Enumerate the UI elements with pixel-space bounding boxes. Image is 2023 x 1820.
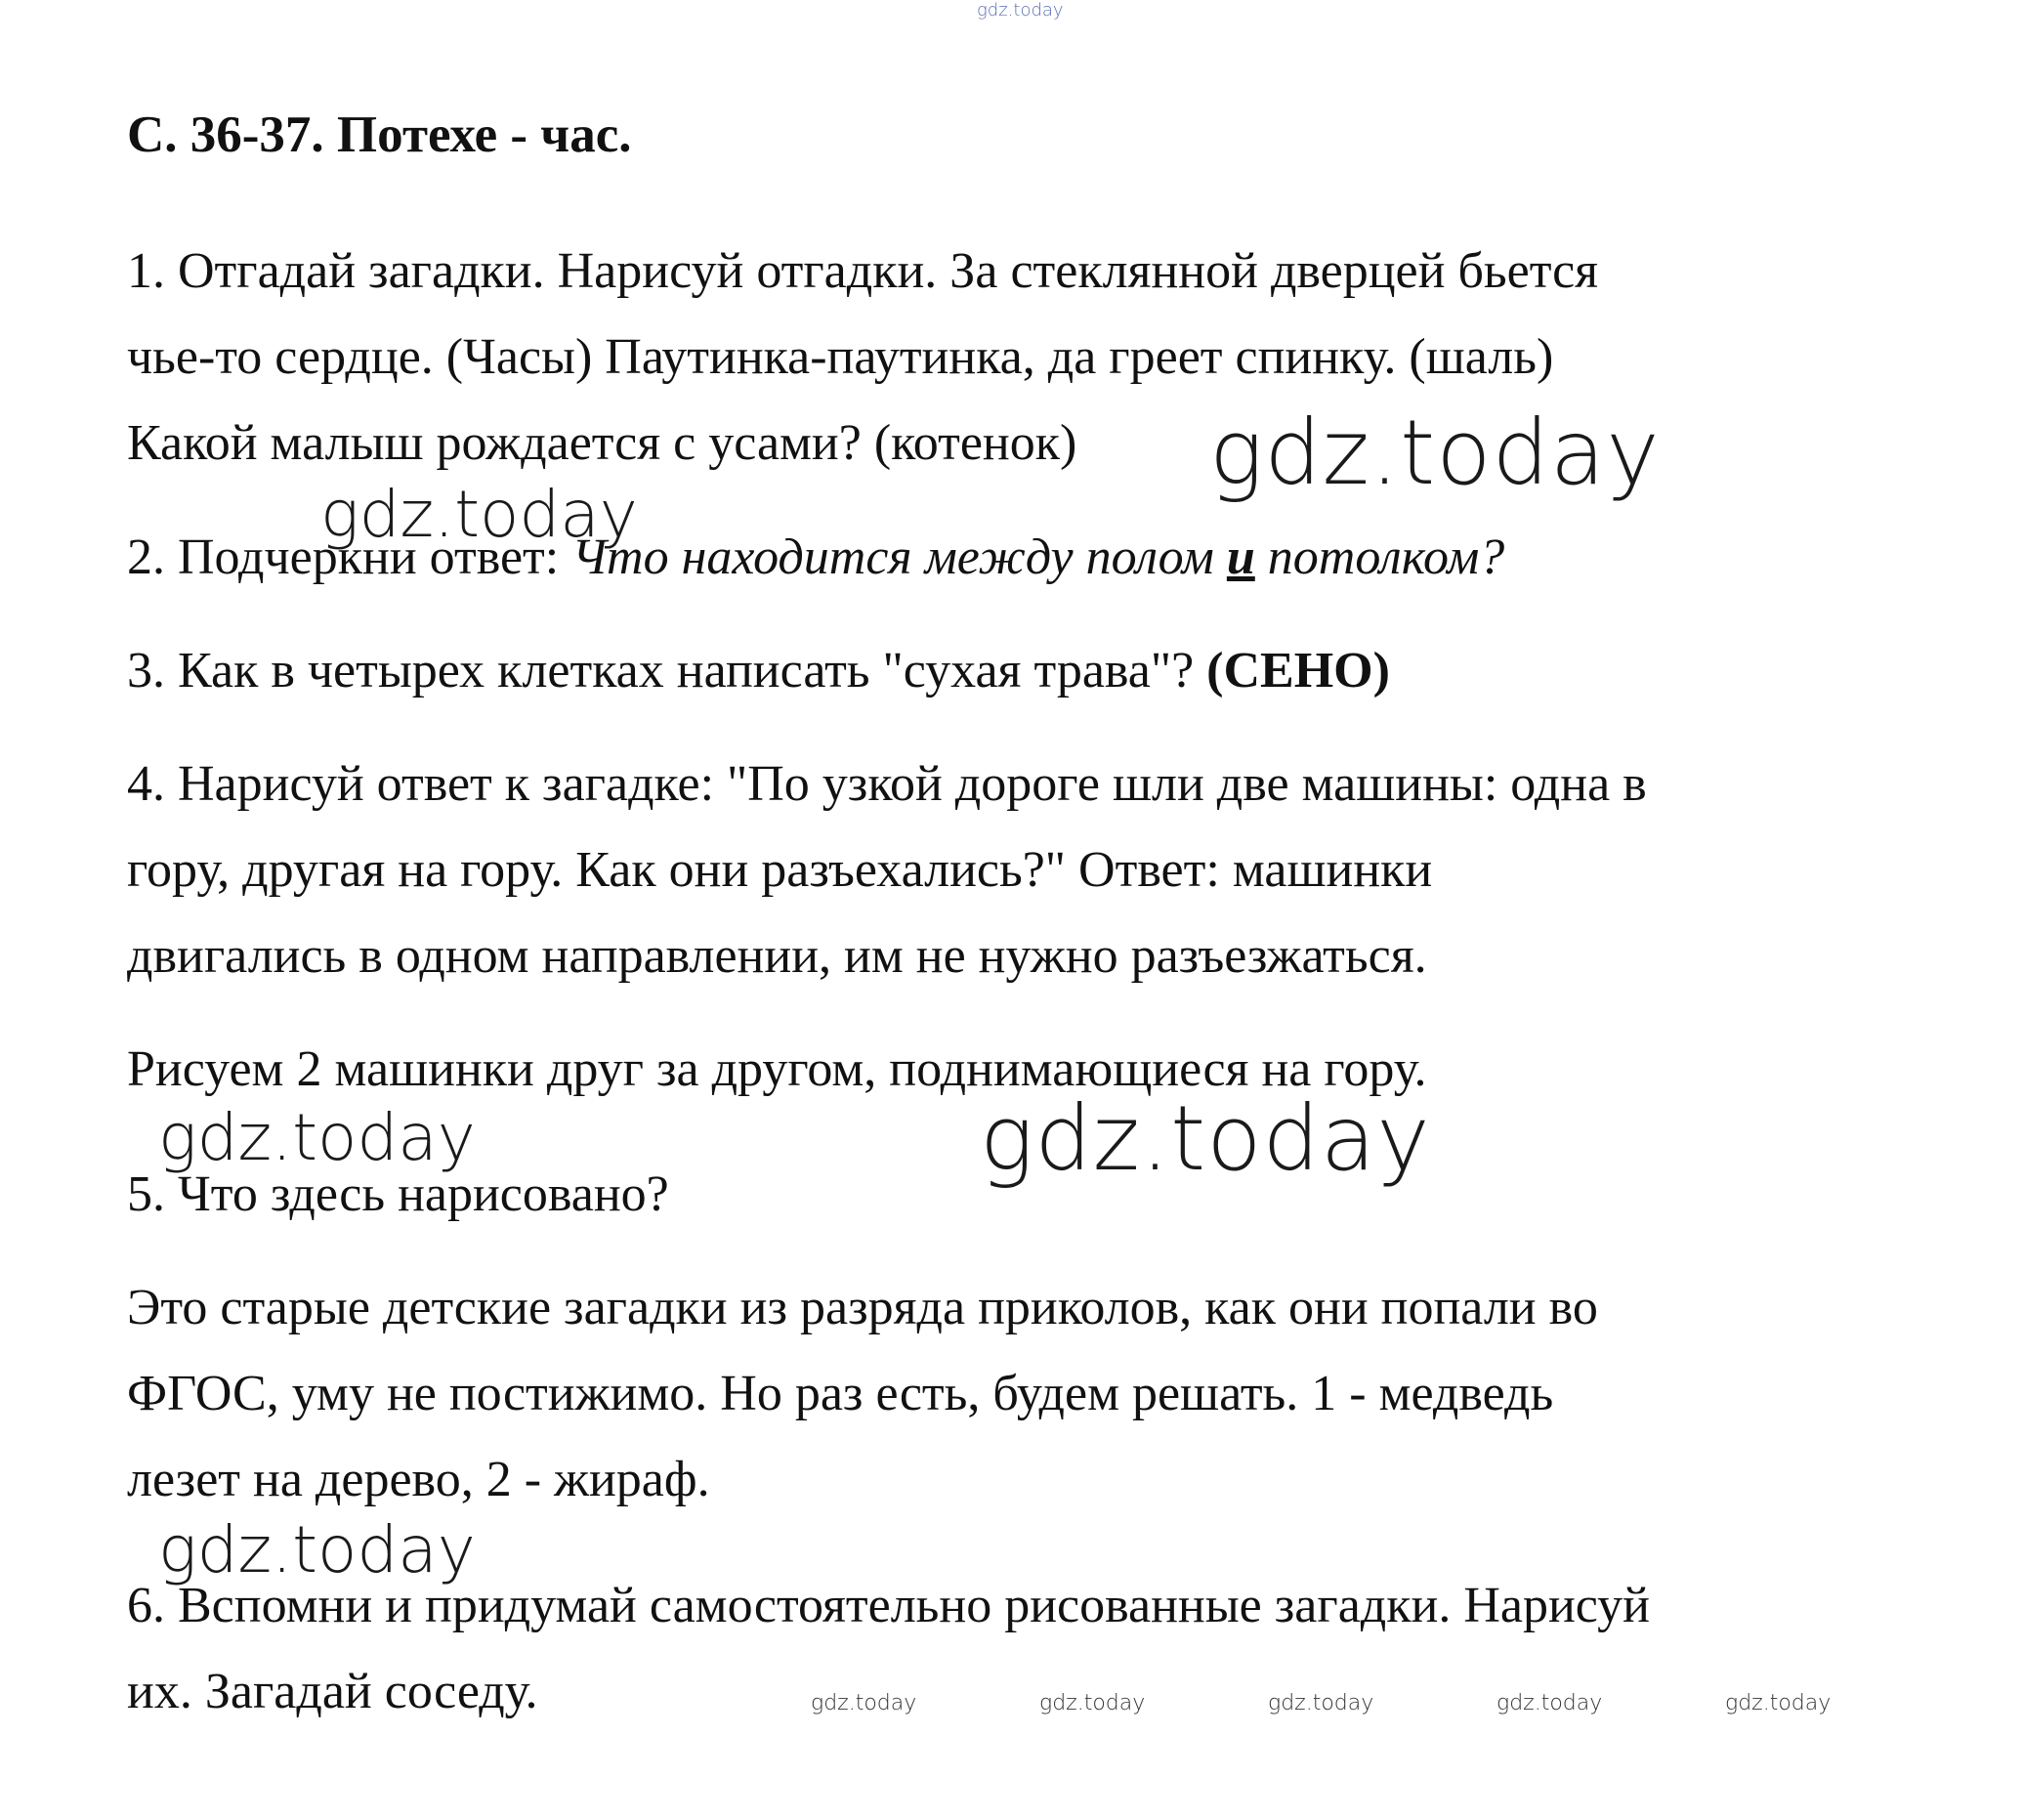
task2-question-start: Что находится между полом (571, 529, 1227, 585)
task1-line1: 1. Отгадай загадки. Нарисуй отгадки. За стеклянной дверцей бьется (127, 243, 1599, 299)
task2-prefix: 2. Подчеркни ответ: (127, 529, 572, 585)
task2-question-end: потолком? (1254, 529, 1505, 585)
task3-line (127, 643, 1390, 698)
watermark-small-1: gdz.today (811, 1691, 917, 1715)
task4-line2: гору, другая на гору. Как они разъехались?" Ответ: машинки (127, 842, 1433, 898)
task5-line4: лезет на дерево, 2 - жираф. (127, 1452, 710, 1507)
task6-line2: их. Загадай соседу. (127, 1664, 538, 1719)
task5-line1: 5. Что здесь нарисовано? (127, 1166, 669, 1222)
task4-line4: Рисуем 2 машинки друг за другом, поднимающиеся на гору. (127, 1041, 1427, 1097)
task2-line (127, 529, 1505, 585)
task2-answer: и (1226, 529, 1255, 585)
task5-line2: Это старые детские загадки из разряда приколов, как они попали во (127, 1280, 1598, 1335)
task4-line1: 4. Нарисуй ответ к загадке: "По узкой дороге шли две машины: одна в (127, 756, 1647, 812)
watermark-medium-3: gdz.today (158, 1512, 476, 1587)
watermark-top: gdz.today (977, 0, 1064, 21)
task6-line1: 6. Вспомни и придумай самостоятельно рисованные загадки. Нарисуй (127, 1578, 1651, 1633)
task5-line3: ФГОС, уму не постижимо. Но раз есть, будем решать. 1 - медведь (127, 1366, 1554, 1421)
task4-line3: двигались в одном направлении, им не нужно разъезжаться. (127, 928, 1427, 984)
watermark-small-4: gdz.today (1496, 1691, 1603, 1715)
watermark-small-5: gdz.today (1725, 1691, 1832, 1715)
task1-line2: чье-то сердце. (Часы) Паутинка-паутинка, да греет спинку. (шаль) (127, 329, 1554, 385)
watermark-large-2: gdz.today (980, 1086, 1431, 1191)
watermark-medium-2: gdz.today (158, 1100, 476, 1175)
watermark-small-2: gdz.today (1039, 1691, 1146, 1715)
task3-text: 3. Как в четырех клетках написать "сухая трава"? (127, 643, 1207, 698)
page-title: С. 36-37. Потехе - час. (127, 106, 632, 163)
watermark-small-3: gdz.today (1268, 1691, 1374, 1715)
watermark-medium-1: gdz.today (320, 477, 638, 552)
watermark-large-1: gdz.today (1209, 401, 1661, 505)
task1-line3: Какой малыш рождается с усами? (котенок) (127, 415, 1077, 471)
task3-answer: (СЕНО) (1206, 643, 1390, 698)
